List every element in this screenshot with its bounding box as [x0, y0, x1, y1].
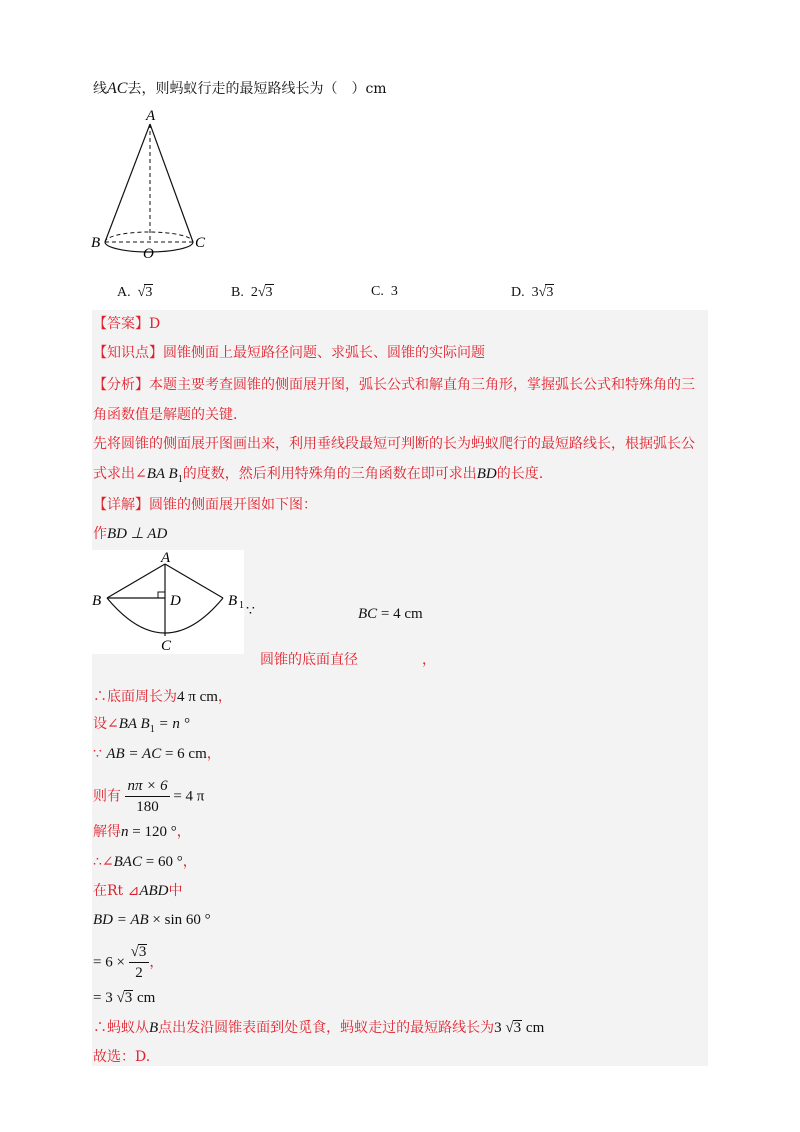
detail-line: 【详解】圆锥的侧面展开图如下图： — [93, 497, 317, 513]
step-9: BD = AB × sin 60 ° — [93, 912, 211, 928]
step-2: ∴底面周长为4 π cm， — [93, 689, 232, 705]
step-11: = 3 √3 cm — [93, 990, 156, 1006]
option-c[interactable]: C. 3 — [371, 284, 398, 299]
analysis-line-1: 【分析】本题主要考查圆锥的侧面展开图，弧长公式和解直角三角形，掌握弧长公式和特殊角的三 — [93, 377, 695, 393]
step-4: ∵ AB = AC = 6 cm， — [93, 746, 221, 762]
base-diameter: 圆锥的底面直径 — [260, 652, 358, 668]
label-C2: C — [161, 638, 172, 654]
label-B1: B — [228, 593, 238, 609]
bc-value: BC = 4 cm — [358, 606, 423, 622]
answer-line: 【答案】D — [93, 316, 161, 332]
label-A2: A — [161, 550, 171, 566]
option-d[interactable]: D. 3√3 — [511, 285, 554, 300]
step-7: ∴∠BAC = 60 °， — [93, 854, 197, 870]
step-6: 解得n = 120 °， — [93, 824, 191, 840]
unfolded-figure — [92, 550, 252, 654]
label-C: C — [195, 235, 206, 251]
label-D2: D — [170, 593, 181, 609]
label-B: B — [91, 235, 101, 251]
step-3: 设∠BA $B_1 = n$ ° — [93, 716, 190, 735]
analysis-line-3: 先将圆锥的侧面展开图画出来，利用垂线段最短可判断的长为蚂蚁爬行的最短路线长，根据弧长公 — [93, 436, 695, 452]
analysis-line-4: 式求出∠BA $B_1$的度数，然后利用特殊角的三角函数在即可求出BD的长度. — [93, 466, 544, 485]
step-1: 作BD ⊥ AD — [93, 526, 168, 542]
option-a[interactable]: A. √3 — [117, 285, 153, 300]
cone-figure — [88, 104, 218, 274]
analysis-line-2: 角函数值是解题的关键. — [93, 407, 238, 423]
step-13: 故选：D. — [93, 1049, 151, 1065]
base-diameter-comma: ， — [422, 652, 436, 668]
step-8: 在Rt ⊿ABD中 — [93, 883, 183, 899]
step-12: ∴蚂蚁从B点出发沿圆锥表面到处觅食，蚂蚁走过的最短路线长为3 √3 cm — [93, 1020, 545, 1036]
label-B1-sub: 1 — [239, 600, 244, 611]
option-b[interactable]: B. 2√3 — [231, 285, 273, 300]
label-O: O — [143, 246, 154, 262]
label-B2: B — [92, 593, 102, 609]
step-10: = 6 × $\frac{√3}{2}$ ， — [93, 944, 164, 981]
because-symbol: ∵ — [246, 603, 255, 619]
label-A: A — [146, 108, 156, 124]
question-text: 线AC去，则蚂蚁行走的最短路线长为（ ）cm — [93, 80, 387, 97]
knowledge-line: 【知识点】圆锥侧面上最短路径问题、求弧长、圆锥的实际问题 — [93, 345, 485, 361]
step-5: 则有 $\frac{n\pi \times 6}{180}$ = 4 π — [93, 778, 205, 815]
